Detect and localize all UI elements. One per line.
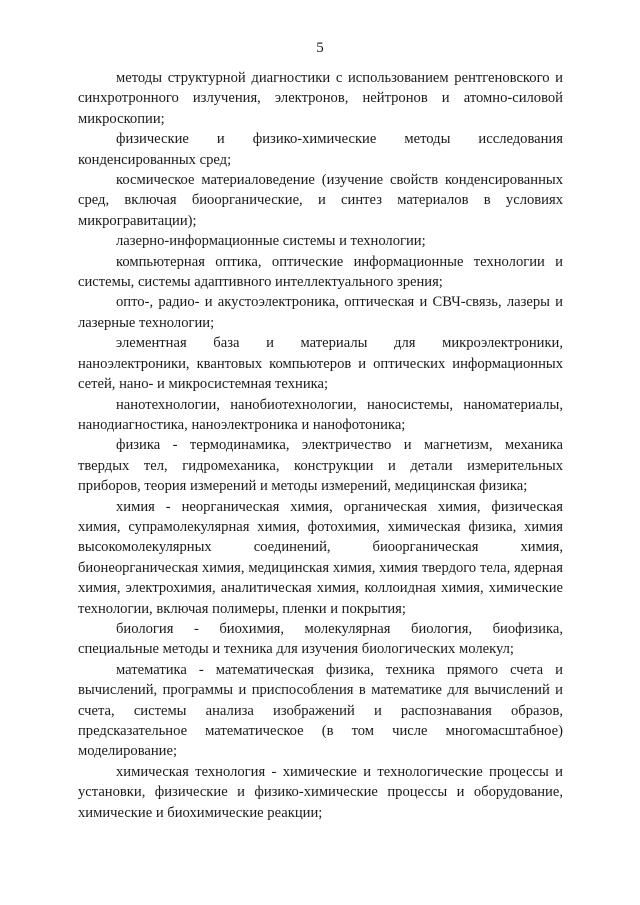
list-item: опто-, радио- и акустоэлектроника, оптическая и СВЧ-связь, лазеры и лазерные технологии; xyxy=(78,294,563,331)
list-item: математика - математическая физика, техника прямого счета и вычислений, программы и приспособления в математике для вычислений и счета, системы анализа изображений и распознавания образов, предсказательное математическое (в том числе многомасштабное) моделирование; xyxy=(78,661,563,760)
list-item: нанотехнологии, нанобиотехнологии, наносистемы, наноматериалы, нанодиагностика, наноэлектроника и нанофотоника; xyxy=(78,396,563,433)
list-item: биология - биохимия, молекулярная биология, биофизика, специальные методы и техника для изучения биологических молекул; xyxy=(78,620,563,658)
list-item: космическое материаловедение (изучение свойств конденсированных сред, включая биоорганические, и синтез материалов в условиях микрогравитации); xyxy=(78,172,563,229)
page-number: 5 xyxy=(316,40,324,56)
list-item: физика - термодинамика, электричество и магнетизм, механика твердых тел, гидромеханика, конструкции и детали измерительных приборов, теория измерений и методы измерений, медицинская физика; xyxy=(78,437,563,495)
list-item: компьютерная оптика, оптические информационные технологии и системы, системы адаптивного интеллектуального зрения; xyxy=(78,253,563,291)
list-item: химическая технология - химические и технологические процессы и установки, физические и физико-химические процессы и оборудование, химические и биохимические реакции; xyxy=(78,763,563,821)
list-item: физические и физико-химические методы исследования конденсированных сред; xyxy=(78,131,563,168)
list-item: методы структурной диагностики с использованием рентгеновского и синхротронного излучения, электронов, нейтронов и атомно-силовой микроскопии; xyxy=(78,70,563,127)
list-item: лазерно-информационные системы и технологии; xyxy=(116,233,426,250)
list-item: элементная база и материалы для микроэлектроники, наноэлектроники, квантовых компьютеров и оптических информационных сетей, нано- и микросистемная техника; xyxy=(78,335,563,393)
list-item: химия - неорганическая химия, органическая химия, физическая химия, супрамолекулярная химия, фотохимия, химическая физика, химия высокомолекулярных соединений, биоорганическая химия, бионеорганическая химия, медицинская химия, химия твердого тела, ядерная химия, электрохимия, аналитическая химия, коллоидная химия, химические технологии, включая полимеры, пленки и покрытия; xyxy=(78,498,563,617)
document-body xyxy=(78,68,563,823)
